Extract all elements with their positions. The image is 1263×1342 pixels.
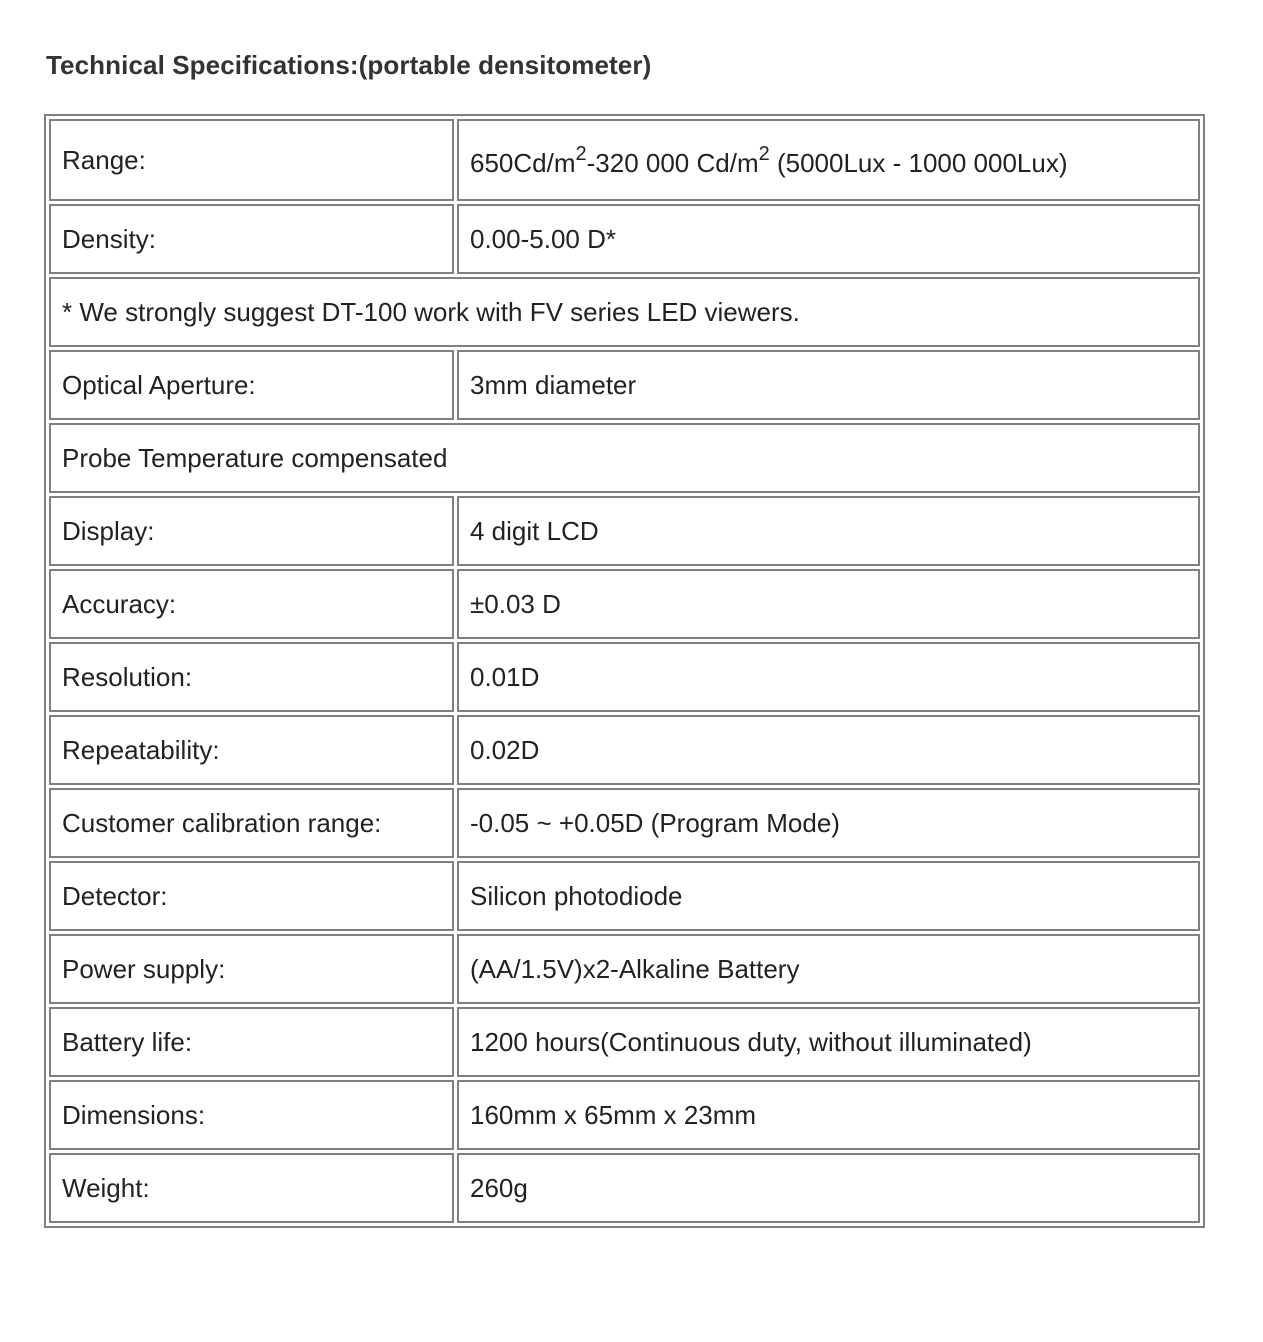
spec-label: Optical Aperture: (49, 350, 454, 420)
spec-value: 0.00-5.00 D* (457, 204, 1200, 274)
spec-label: Density: (49, 204, 454, 274)
table-row (49, 642, 1200, 712)
spec-label: Power supply: (49, 934, 454, 1004)
spec-label: Display: (49, 496, 454, 566)
spec-value: 1200 hours(Continuous duty, without illuminated) (457, 1007, 1200, 1077)
spec-value: 0.02D (457, 715, 1200, 785)
spec-note: Probe Temperature compensated (49, 423, 1200, 493)
spec-value: 260g (457, 1153, 1200, 1223)
table-row (49, 350, 1200, 420)
superscript: 2 (758, 142, 770, 165)
table-row (49, 1080, 1200, 1150)
spec-value (457, 119, 1200, 201)
table-row (49, 496, 1200, 566)
superscript: 2 (575, 142, 587, 165)
range-value-part: (5000Lux - 1000 000Lux) (769, 147, 1068, 178)
spec-value: 4 digit LCD (457, 496, 1200, 566)
spec-value: -0.05 ~ +0.05D (Program Mode) (457, 788, 1200, 858)
table-row (49, 934, 1200, 1004)
table-row (49, 1007, 1200, 1077)
table-row (49, 715, 1200, 785)
table-row-note (49, 277, 1200, 347)
spec-label: Repeatability: (49, 715, 454, 785)
spec-label: Detector: (49, 861, 454, 931)
spec-label: Weight: (49, 1153, 454, 1223)
spec-value: 3mm diameter (457, 350, 1200, 420)
range-value-part: 650Cd/m (470, 147, 576, 178)
table-row-note (49, 423, 1200, 493)
table-row-range (49, 119, 1200, 201)
page-title: Technical Specifications:(portable densitometer) (46, 50, 652, 80)
spec-note: * We strongly suggest DT-100 work with FV series LED viewers. (49, 277, 1200, 347)
spec-label: Battery life: (49, 1007, 454, 1077)
spec-value: ±0.03 D (457, 569, 1200, 639)
spec-value: 160mm x 65mm x 23mm (457, 1080, 1200, 1150)
range-value-part: -320 000 Cd/m (586, 147, 759, 178)
spec-label: Resolution: (49, 642, 454, 712)
spec-value: Silicon photodiode (457, 861, 1200, 931)
spec-value: 0.01D (457, 642, 1200, 712)
spec-value: (AA/1.5V)x2-Alkaline Battery (457, 934, 1200, 1004)
table-row (49, 861, 1200, 931)
table-row (49, 788, 1200, 858)
spec-label: Customer calibration range: (49, 788, 454, 858)
spec-label: Range: (49, 119, 454, 201)
spec-label: Accuracy: (49, 569, 454, 639)
table-row (49, 204, 1200, 274)
spec-table (44, 114, 1205, 1228)
table-row (49, 569, 1200, 639)
spec-label: Dimensions: (49, 1080, 454, 1150)
table-row (49, 1153, 1200, 1223)
